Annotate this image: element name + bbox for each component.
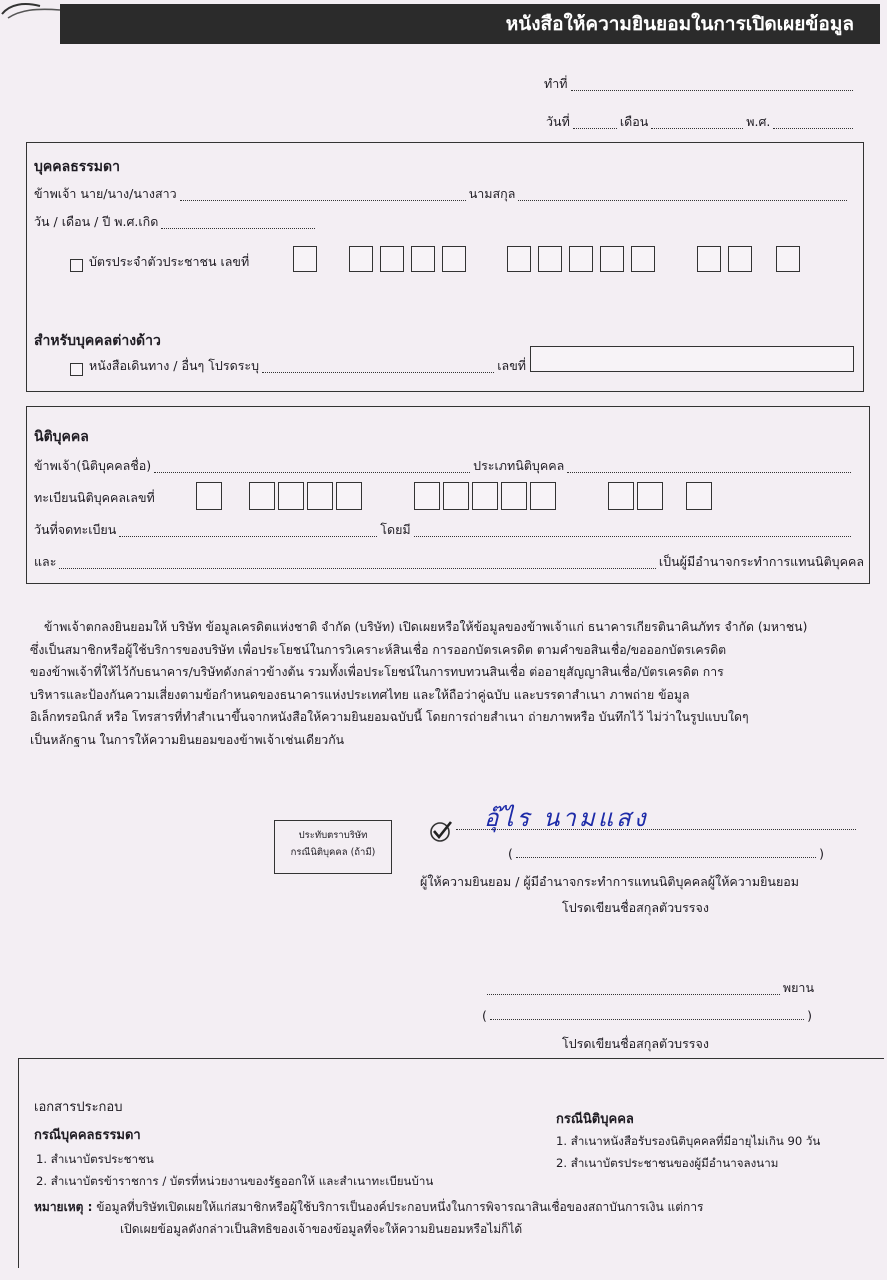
passport-line	[70, 356, 526, 376]
checkmark-icon	[428, 818, 454, 844]
handwritten-signature: อุ๊ไร นามแสง	[484, 804, 649, 832]
passport-checkbox[interactable]	[70, 363, 83, 376]
dob-field[interactable]	[161, 228, 315, 229]
juristic-name-field[interactable]	[154, 472, 470, 473]
consent-line: เป็นหลักฐาน ในการให้ความยินยอมของข้าพเจ้าเช่นเดียวกัน	[30, 732, 345, 747]
reg-digit-box[interactable]	[414, 482, 440, 510]
reg-digit-box[interactable]	[686, 482, 712, 510]
reg-digit-box[interactable]	[443, 482, 469, 510]
reg-date-line	[34, 520, 854, 540]
form-title-bar	[60, 4, 880, 44]
juristic-name-line	[34, 456, 854, 476]
natural-attachments-list	[36, 1148, 433, 1192]
date-label: วันที่	[546, 114, 570, 129]
juristic-name-label: ข้าพเจ้า(นิติบุคคลชื่อ)	[34, 458, 152, 473]
consent-line: ข้าพเจ้าตกลงยินยอมให้ บริษัท ข้อมูลเครดิตแห่งชาติ จำกัด (บริษัท) เปิดเผยหรือให้ข้อมูลของข้าพเจ้าแก่ ธนาคารเกียรตินาคินภัทร จำกัด (มหาชน)	[44, 620, 808, 634]
id-digit-box[interactable]	[728, 246, 752, 272]
natural-attachments-title: กรณีบุคคลธรรมดา	[34, 1128, 141, 1143]
passport-type-field[interactable]	[262, 372, 494, 373]
seal-line2: กรณีนิติบุคคล (ถ้ามี)	[290, 847, 376, 858]
signature-line[interactable]	[456, 816, 856, 830]
id-digit-box[interactable]	[442, 246, 466, 272]
and-field[interactable]	[59, 568, 655, 569]
month-field[interactable]	[651, 128, 743, 129]
passport-number-label: เลขที่	[497, 358, 526, 373]
seal-line1: ประทับตราบริษัท	[298, 830, 368, 841]
printed-name-field[interactable]	[516, 857, 816, 858]
juristic-attachments-title: กรณีนิติบุคคล	[556, 1112, 634, 1127]
reg-digit-box[interactable]	[196, 482, 222, 510]
reg-digit-box[interactable]	[501, 482, 527, 510]
year-field[interactable]	[773, 128, 853, 129]
id-digit-box[interactable]	[776, 246, 800, 272]
reg-no-label: ทะเบียนนิติบุคคลเลขที่	[34, 490, 155, 505]
surname-field[interactable]	[518, 200, 847, 201]
company-seal-box	[274, 820, 392, 874]
day-field[interactable]	[573, 128, 617, 129]
list-item: 2. สำเนาบัตรข้าราชการ / บัตรที่หน่วยงานของรัฐออกให้ และสำเนาทะเบียนบ้าน	[36, 1174, 434, 1188]
printed-name-line: ( )	[508, 846, 824, 861]
year-label: พ.ศ.	[746, 114, 771, 129]
id-digit-box[interactable]	[293, 246, 317, 272]
reg-digit-box[interactable]	[278, 482, 304, 510]
consent-line: ซึ่งเป็นสมาชิกหรือผู้ใช้บริการของบริษัท เพื่อประโยชน์ในการวิเคราะห์สินเชื่อ การออกบัตรเครดิต ตามคำขอสินเชื่อ/ขอออกบัตรเครดิต	[30, 642, 727, 657]
witness-label: พยาน	[782, 980, 814, 995]
witness-name-line: ( )	[482, 1008, 812, 1023]
id-card-label: บัตรประจำตัวประชาชน เลขที่	[89, 254, 250, 269]
and-label: และ	[34, 554, 57, 569]
authorized-line	[34, 552, 864, 572]
list-item: 1. สำเนาบัตรประชาชน	[36, 1152, 154, 1166]
print-name-hint: โปรดเขียนชื่อสกุลตัวบรรจง	[562, 900, 709, 915]
reg-digit-box[interactable]	[249, 482, 275, 510]
note-line1: ข้อมูลที่บริษัทเปิดเผยให้แก่สมาชิกหรือผู้ใช้บริการเป็นองค์ประกอบหนึ่งในการพิจารณาสินเชื่อของสถาบันการเงิน แต่การ	[96, 1200, 704, 1214]
authorized-label: เป็นผู้มีอำนาจกระทำการแทนนิติบุคคล	[658, 554, 864, 569]
juristic-person-title: นิติบุคคล	[34, 429, 89, 445]
surname-label: นามสกุล	[468, 186, 516, 201]
id-digit-box[interactable]	[600, 246, 624, 272]
juristic-attachments-list	[556, 1130, 820, 1174]
consenter-label: ผู้ให้ความยินยอม / ผู้มีอำนาจกระทำการแทนนิติบุคคลผู้ให้ความยินยอม	[420, 874, 800, 889]
id-digit-box[interactable]	[411, 246, 435, 272]
list-item: 2. สำเนาบัตรประชาชนของผู้มีอำนาจลงนาม	[556, 1156, 779, 1170]
witness-print-hint: โปรดเขียนชื่อสกุลตัวบรรจง	[562, 1036, 709, 1051]
dob-label: วัน / เดือน / ปี พ.ศ.เกิด	[34, 214, 159, 229]
date-line	[546, 112, 856, 132]
attachments-title: เอกสารประกอบ	[34, 1100, 123, 1115]
juristic-type-label: ประเภทนิติบุคคล	[473, 458, 565, 473]
reg-digit-box[interactable]	[472, 482, 498, 510]
id-digit-box[interactable]	[631, 246, 655, 272]
note-line2: เปิดเผยข้อมูลดังกล่าวเป็นสิทธิของเจ้าของข้อมูลที่จะให้ความยินยอมหรือไม่ก็ได้	[120, 1222, 523, 1236]
id-digit-box[interactable]	[538, 246, 562, 272]
consent-line: อิเล็กทรอนิกส์ หรือ โทรสารที่ทำสำเนาขึ้นจากหนังสือให้ความยินยอมฉบับนี้ โดยการถ่ายสำเนา ถ่ายภาพหรือ บันทึกไว้ ไม่ว่าในรูปแบบใดๆ	[30, 710, 749, 724]
id-card-line	[70, 252, 249, 272]
dob-line	[34, 212, 318, 232]
id-digit-box[interactable]	[349, 246, 373, 272]
id-digit-box[interactable]	[697, 246, 721, 272]
reg-date-field[interactable]	[119, 536, 377, 537]
reg-no-line	[34, 488, 155, 508]
made-at-line	[544, 74, 856, 94]
by-field[interactable]	[414, 536, 851, 537]
name-field[interactable]	[180, 200, 466, 201]
reg-digit-box[interactable]	[336, 482, 362, 510]
list-item: 1. สำเนาหนังสือรับรองนิติบุคคลที่มีอายุไม่เกิน 90 วัน	[556, 1134, 821, 1148]
consent-line: ของข้าพเจ้าที่ให้ไว้กับธนาคาร/บริษัทดังกล่าวข้างต้น รวมทั้งเพื่อประโยชน์ในการทบทวนสินเชื่อ ต่ออายุสัญญาสินเชื่อ/บัตรเครดิต การ	[30, 665, 724, 679]
name-label: ข้าพเจ้า นาย/นาง/นางสาว	[34, 186, 177, 201]
reg-digit-box[interactable]	[307, 482, 333, 510]
consent-line: บริหารและป้องกันความเสี่ยงตามข้อกำหนดของธนาคารแห่งประเทศไทย และให้ถือว่าคู่ฉบับ และบรรดาสำเนา ภาพถ่าย ข้อมูล	[30, 687, 690, 702]
id-card-checkbox[interactable]	[70, 259, 83, 272]
id-digit-box[interactable]	[380, 246, 404, 272]
reg-digit-box[interactable]	[637, 482, 663, 510]
name-line	[34, 184, 850, 204]
reg-digit-box[interactable]	[608, 482, 634, 510]
reg-digit-box[interactable]	[530, 482, 556, 510]
juristic-type-field[interactable]	[567, 472, 851, 473]
foreigner-title: สำหรับบุคคลต่างด้าว	[34, 333, 161, 349]
month-label: เดือน	[619, 114, 649, 129]
id-digit-box[interactable]	[569, 246, 593, 272]
passport-number-field[interactable]	[530, 346, 854, 372]
witness-signature-field[interactable]	[487, 994, 780, 995]
witness-name-field[interactable]	[490, 1019, 804, 1020]
note-label: หมายเหตุ :	[34, 1200, 93, 1214]
natural-person-title: บุคคลธรรมดา	[34, 159, 120, 175]
note-block	[34, 1196, 704, 1240]
by-label: โดยมี	[380, 522, 411, 537]
form-title: หนังสือให้ความยินยอมในการเปิดเผยข้อมูล	[505, 13, 854, 35]
made-at-label: ทำที่	[544, 76, 568, 91]
passport-label: หนังสือเดินทาง / อื่นๆ โปรดระบุ	[89, 358, 260, 373]
made-at-field[interactable]	[571, 90, 854, 91]
reg-date-label: วันที่จดทะเบียน	[34, 522, 117, 537]
consent-paragraph	[30, 616, 870, 751]
id-digit-box[interactable]	[507, 246, 531, 272]
witness-line	[484, 978, 814, 998]
